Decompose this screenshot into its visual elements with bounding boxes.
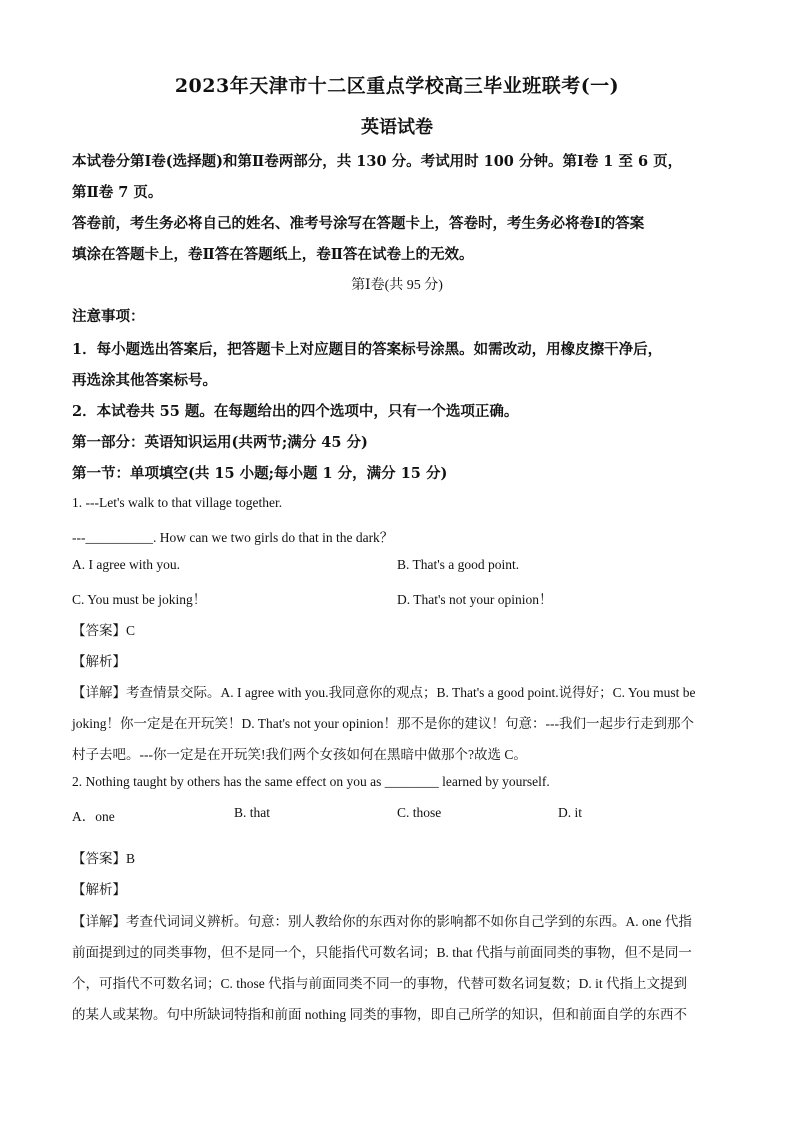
q2-option-d: D. it: [558, 805, 583, 820]
q2-analysis-label: 【解析】: [72, 882, 126, 897]
q2-detail-line-1: 【详解】考查代词词义辨析。句意：别人教给你的东西对你的影响都不如你自己学到的东西。A. one 代指: [72, 914, 692, 929]
q2-detail-line-4: 的某人或某物。句中所缺词特指和前面 nothing 同类的事物，即自己所学的知识，但和前面自学的东西不: [72, 1007, 688, 1022]
notice-item-2: 2．本试卷共 55 题。在每题给出的四个选项中，只有一个选项正确。: [72, 403, 519, 420]
q2-option-c: C. those: [397, 805, 442, 820]
q1-stem-line-1: 1. ---Let's walk to that village together.: [72, 495, 283, 510]
exam-title: 2023年天津市十二区重点学校高三毕业班联考(一): [174, 75, 620, 97]
q1-detail-line-1: 【详解】考查情景交际。A. I agree with you.我同意你的观点；B. That's a good point.说得好；C. You must be: [72, 685, 696, 700]
q2-option-b: B. that: [234, 805, 270, 820]
notice-heading: 注意事项：: [72, 308, 145, 325]
q1-answer: 【答案】C: [72, 623, 136, 638]
q2-stem: 2. Nothing taught by others has the same effect on you as ________ learned by yourself.: [72, 774, 550, 789]
q1-stem-line-2: ---__________. How can we two girls do that in the dark？: [72, 530, 394, 545]
intro-line-4: 填涂在答题卡上，卷Ⅱ答在答题纸上，卷Ⅱ答在试卷上的无效。: [72, 246, 474, 263]
q2-option-a: A．one: [72, 809, 115, 824]
intro-line-1: 本试卷分第Ⅰ卷(选择题)和第Ⅱ卷两部分，共 130 分。考试用时 100 分钟。第Ⅰ卷 1 至 6 页，: [72, 153, 683, 170]
q1-option-d: D. That's not your opinion！: [397, 592, 553, 607]
part-1-heading: 第一部分：英语知识运用(共两节;满分 45 分): [72, 434, 368, 451]
q1-option-a: A. I agree with you.: [72, 557, 180, 572]
q2-detail-line-2: 前面提到过的同类事物，但不是同一个，只能指代可数名词；B. that 代指与前面同类的事物，但不是同一: [72, 945, 692, 960]
q1-analysis-label: 【解析】: [72, 654, 126, 669]
intro-line-3: 答卷前，考生务必将自己的姓名、准考号涂写在答题卡上，答卷时，考生务必将卷Ⅰ的答案: [72, 215, 645, 232]
q2-detail-line-3: 个，可指代不可数名词；C. those 代指与前面同类不同一的事物，代替可数名词复数；D. it 代指上文提到: [72, 976, 688, 991]
exam-subtitle: 英语试卷: [361, 117, 433, 138]
intro-line-2: 第Ⅱ卷 7 页。: [72, 184, 163, 201]
q1-detail-line-2: joking！你一定是在开玩笑！D. That's not your opinion！那不是你的建议！句意：---我们一起步行走到那个: [72, 716, 695, 731]
q1-option-b: B. That's a good point.: [397, 557, 520, 572]
q1-detail-line-3: 村子去吧。---你一定是在开玩笑!我们两个女孩如何在黑暗中做那个?故选 C。: [72, 747, 527, 762]
part-1-section-1-heading: 第一节：单项填空(共 15 小题;每小题 1 分，满分 15 分): [72, 465, 448, 482]
q2-answer: 【答案】B: [72, 851, 136, 866]
notice-item-1a: 1．每小题选出答案后，把答题卡上对应题目的答案标号涂黑。如需改动，用橡皮擦干净后，: [72, 341, 663, 358]
q1-option-c: C. You must be joking！: [72, 592, 207, 607]
notice-item-1b: 再选涂其他答案标号。: [72, 372, 217, 389]
volume-heading: 第Ⅰ卷(共 95 分): [351, 278, 443, 293]
